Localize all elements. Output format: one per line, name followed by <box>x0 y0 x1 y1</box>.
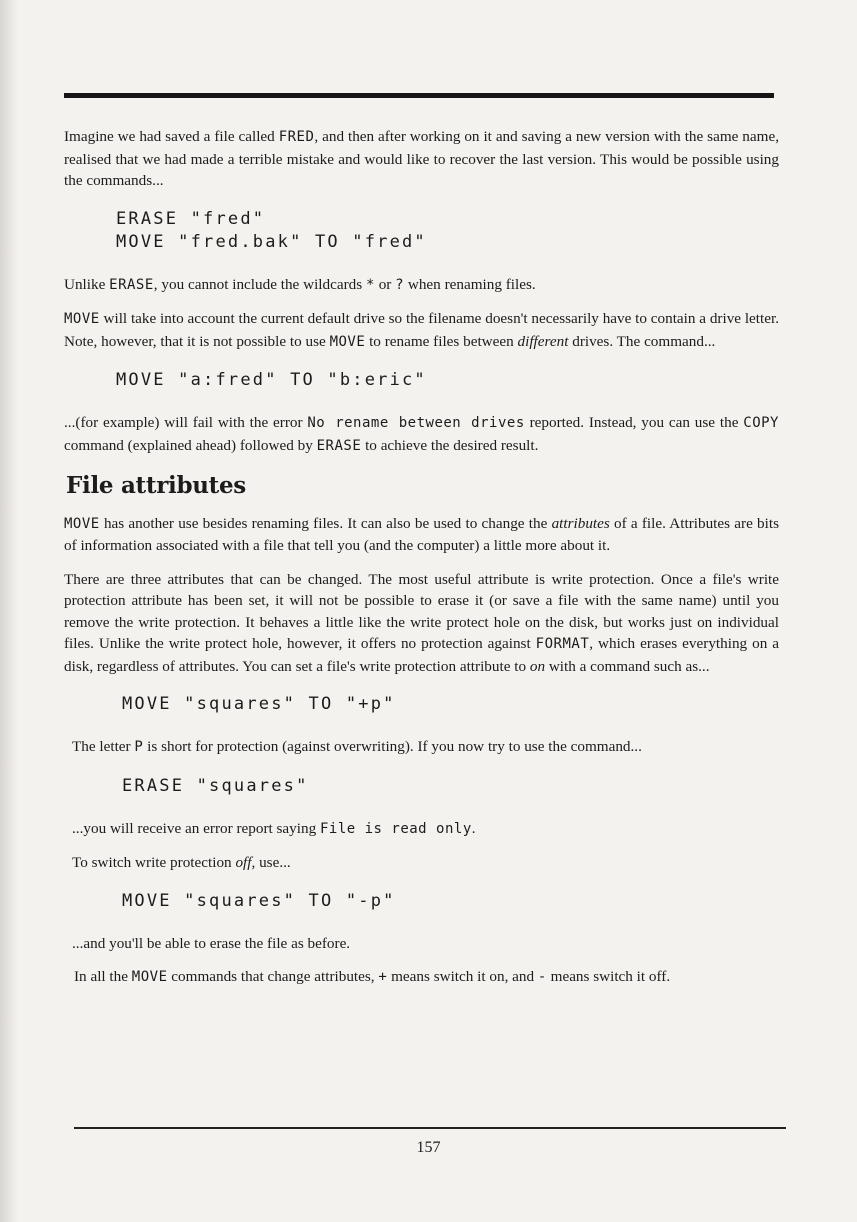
inline-code: ERASE <box>316 437 362 454</box>
emphasis: on <box>529 657 546 675</box>
paragraph-attributes-intro: MOVE has another use besides renaming files. It can also be used to change the attributes of a file. Attributes are bits of information associated with a file that tell you (and the computer) a little more about it. <box>64 514 779 554</box>
code-line: ERASE "fred" <box>116 208 266 229</box>
inline-code: No rename between drives <box>307 415 525 431</box>
code-block-protect-on <box>122 693 779 716</box>
inline-code: ? <box>395 276 405 293</box>
bottom-rule <box>74 1127 786 1129</box>
code-line: MOVE "squares" TO "+p" <box>122 694 396 714</box>
emphasis: off <box>235 854 252 871</box>
paragraph-intro: Imagine we had saved a file called FRED, and then after working on it and saving a new version with the same name, realised that we had made a terrible mistake and would like to recover the last version. This would be possible using the commands... <box>64 128 779 189</box>
page-edge-shadow <box>0 0 18 1222</box>
top-rule <box>64 93 774 98</box>
inline-code: MOVE <box>329 333 366 350</box>
paragraph-rename-error: ...(for example) will fail with the error No rename between drives reported. Instead, you can use the COPY command (explained ahead) followed by ERASE to achieve the desired result. <box>64 414 779 454</box>
paragraph-read-only: ...you will receive an error report saying File is read only. <box>72 819 476 837</box>
code-block-erase-squares <box>122 775 779 798</box>
paragraph-write-protection: There are three attributes that can be changed. The most useful attribute is write protection. Once a file's write protection attribute has been set, it will not be possible to erase it (or save a file with the same name) until you remove the write protection. It behaves a little like the write protect hole on the disk, but works just on individual files. Unlike the write protect hole, however, it offers no protection against FORMAT, which erases everything on a disk, regardless of attributes. You can set a file's write protection attribute to on with a command such as... <box>64 570 780 675</box>
inline-code: FORMAT <box>535 636 590 652</box>
inline-code: File is read only <box>319 820 472 837</box>
inline-code: P <box>134 739 144 755</box>
inline-code: MOVE <box>64 311 100 327</box>
inline-code: ERASE <box>109 276 154 293</box>
paragraph-wildcards: Unlike ERASE, you cannot include the wildcards * or ? when renaming files. <box>64 275 536 293</box>
code-line: MOVE "squares" TO "-p" <box>122 890 396 911</box>
paragraph-default-drive: MOVE will take into account the current default drive so the filename doesn't necessarily have to contain a drive letter. Note, however, that it is not possible to use MOVE to rename files between different drives. The command... <box>64 310 779 350</box>
paragraph-switch-off: To switch write protection off, use... <box>72 854 291 871</box>
paragraph-letter-p: The letter P is short for protection (against overwriting). If you now try to use the command... <box>72 738 642 755</box>
code-block-move-drives <box>116 369 779 392</box>
code-line: MOVE "fred.bak" TO "fred" <box>116 231 427 252</box>
inline-code: COPY <box>743 415 779 431</box>
emphasis: attributes <box>551 514 610 532</box>
code-block-protect-off <box>122 890 779 913</box>
paragraph-plus-minus: In all the MOVE commands that change attributes, + means switch it on, and - means switch it off. <box>74 968 671 985</box>
paragraph-erase-as-before: ...and you'll be able to erase the file as before. <box>72 934 351 952</box>
code-line: ERASE "squares" <box>122 775 309 796</box>
section-heading: File attributes <box>66 472 246 499</box>
inline-code: MOVE <box>64 515 100 532</box>
page-number: 157 <box>416 1139 441 1156</box>
inline-code: * <box>365 276 375 293</box>
page-content <box>64 126 779 1001</box>
emphasis: different <box>517 332 569 350</box>
code-line: MOVE "a:fred" TO "b:eric" <box>116 370 427 390</box>
inline-code: + <box>378 969 388 985</box>
inline-code: MOVE <box>131 969 168 985</box>
inline-code: FRED <box>278 129 315 145</box>
inline-code: - <box>537 969 547 985</box>
code-block-erase-move <box>116 208 779 254</box>
